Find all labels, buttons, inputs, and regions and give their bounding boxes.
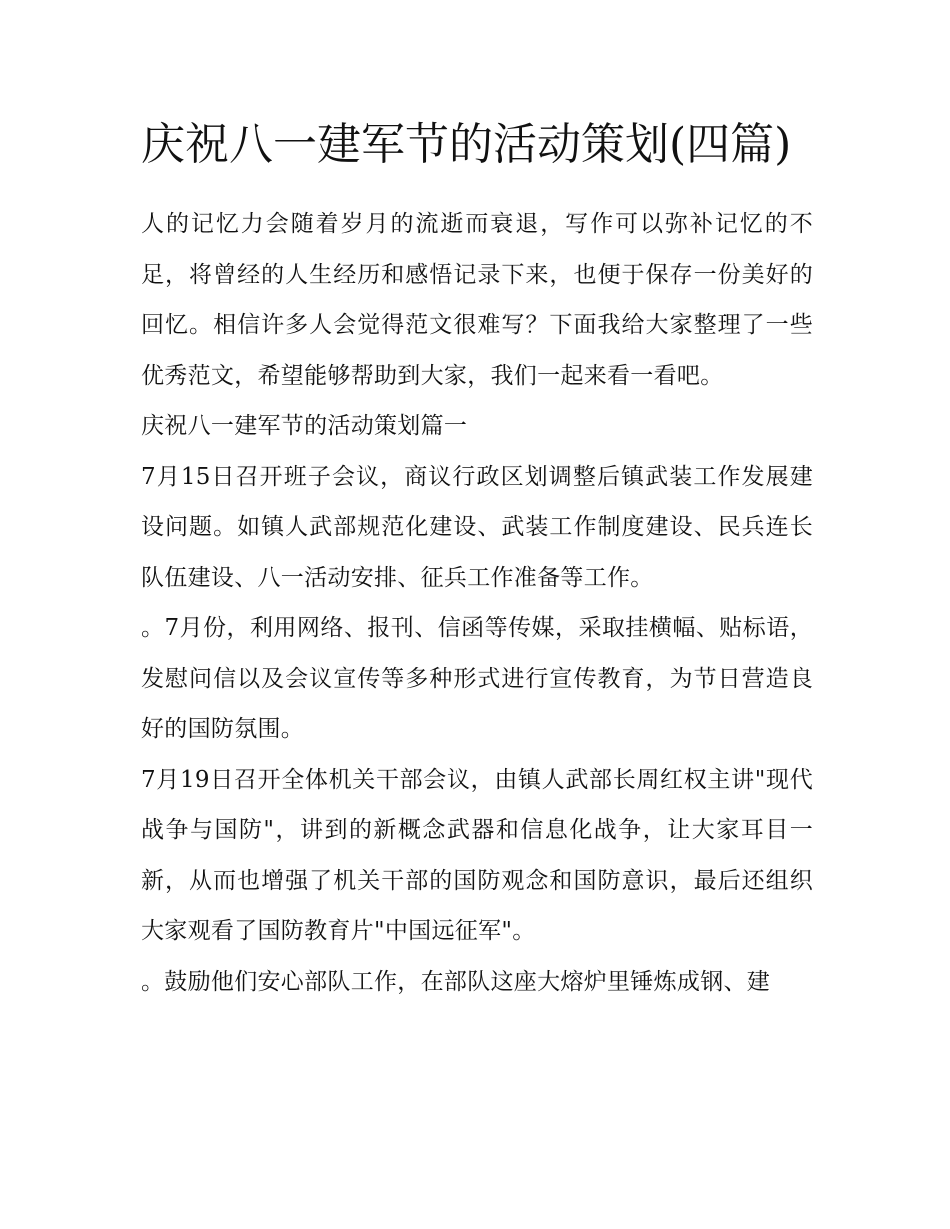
section-heading: 庆祝八一建军节的活动策划篇一 [141,413,468,439]
body-paragraph: 。7月份，利用网络、报刊、信函等传媒，采取挂横幅、贴标语，发慰问信以及会议宣传等多种形式进行宣传教育，为节日营造良好的国防氛围。 [141,615,813,742]
document-body [141,114,813,1007]
body-paragraph: 。鼓励他们安心部队工作，在部队这座大熔炉里锤炼成钢、建 [141,968,771,995]
body-paragraph: 7月19日召开全体机关干部会议，由镇人武部长周红权主讲"现代战争与国防"，讲到的新概念武器和信息化战争，让大家耳目一新，从而也增强了机关干部的国防观念和国防意识，最后还组织大家观看了国防教育片"中国远征军"。 [141,766,813,944]
intro-paragraph: 人的记忆力会随着岁月的流逝而衰退，写作可以弥补记忆的不足，将曾经的人生经历和感悟记录下来，也便于保存一份美好的回忆。相信许多人会觉得范文很难写？下面我给大家整理了一些优秀范文，希望能够帮助到大家，我们一起来看一看吧。 [141,211,813,389]
document-title: 庆祝八一建军节的活动策划(四篇) [141,119,792,170]
body-paragraph: 7月15日召开班子会议，商议行政区划调整后镇武装工作发展建设问题。如镇人武部规范化建设、武装工作制度建设、民兵连长队伍建设、八一活动安排、征兵工作准备等工作。 [141,463,813,591]
